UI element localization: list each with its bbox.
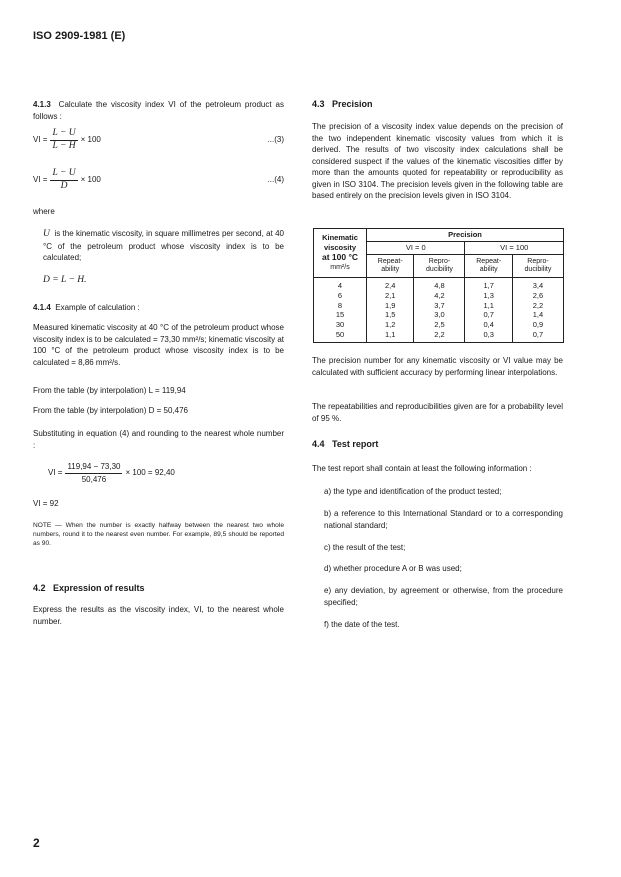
table-cell: 3,4	[512, 278, 563, 291]
table-cell: 1,1	[367, 330, 414, 342]
u-definition: U is the kinematic viscosity, in square millimetres per second, at 40 °C of the petroleum product whose viscosity index is to be calculated;	[43, 229, 284, 262]
table-cell: 3,0	[414, 310, 465, 320]
table-cell: 1,2	[367, 320, 414, 330]
kinematic-viscosity-header: Kinematic viscosity at 100 °C mm²/s	[314, 229, 367, 278]
table-cell: 0,3	[465, 330, 512, 342]
list-item: a) the type and identification of the product tested;	[324, 487, 502, 496]
table-cell: 2,5	[414, 320, 465, 330]
table-row	[314, 278, 564, 291]
section-4-2-heading: 4.2 Expression of results	[33, 583, 145, 593]
table-cell: 15	[314, 310, 367, 320]
table-row	[314, 301, 564, 311]
table-cell: 1,3	[465, 291, 512, 301]
from-table-d: From the table (by interpolation) D = 50,476	[33, 406, 188, 415]
equation-number: ...(3)	[267, 135, 284, 145]
list-item: d) whether procedure A or B was used;	[324, 564, 462, 573]
d-definition: D = L − H.	[43, 275, 87, 285]
table-cell: 2,1	[367, 291, 414, 301]
subheader-cell: Repro- ducibility	[414, 255, 465, 278]
section-4-3-heading: 4.3 Precision	[312, 99, 373, 109]
vi-0-header: VI = 0	[367, 242, 465, 255]
subheader-cell: Repeat- ability	[367, 255, 414, 278]
substituting-paragraph: Substituting in equation (4) and rounding to the nearest whole number :	[33, 429, 284, 450]
table-cell: 1,7	[465, 278, 512, 291]
table-cell: 1,5	[367, 310, 414, 320]
list-item: b) a reference to this International Standard or to a corresponding national standard;	[324, 509, 563, 530]
from-table-l: From the table (by interpolation) L = 119,94	[33, 386, 186, 395]
table-cell: 0,9	[512, 320, 563, 330]
table-cell: 1,9	[367, 301, 414, 311]
where-label: where	[33, 207, 55, 216]
table-cell: 50	[314, 330, 367, 342]
table-row	[314, 291, 564, 301]
table-cell: 3,7	[414, 301, 465, 311]
table-row	[314, 320, 564, 330]
table-cell: 0,4	[465, 320, 512, 330]
table-row	[314, 330, 564, 342]
precision-table	[313, 228, 564, 343]
table-cell: 1,4	[512, 310, 563, 320]
result-value: VI = 92	[33, 499, 59, 508]
calculation-equation: VI = $\frac{119,94 - 73,30}{50,476}$ × 100 = 92,40	[48, 462, 175, 484]
table-cell: 4	[314, 278, 367, 291]
equation-4: VI = $\frac{L - U}{D}$ × 100 ...(4)	[33, 168, 284, 191]
table-row	[314, 310, 564, 320]
interpolation-paragraph: The precision number for any kinematic viscosity or VI value may be calculated with sufficient accuracy by performing linear interpolations.	[312, 356, 563, 377]
document-id: ISO 2909-1981 (E)	[33, 30, 126, 42]
table-cell: 8	[314, 301, 367, 311]
page-number: 2	[33, 836, 40, 850]
table-cell: 0,7	[512, 330, 563, 342]
table-cell: 0,7	[465, 310, 512, 320]
section-4-1-4: 4.1.4 Example of calculation :	[33, 303, 140, 312]
note: NOTE — When the number is exactly halfway between the nearest two whole numbers, round it to the nearest even number. For example, 89,5 should be reported as 90.	[33, 522, 284, 547]
table-cell: 30	[314, 320, 367, 330]
table-cell: 2,2	[414, 330, 465, 342]
table-cell: 4,8	[414, 278, 465, 291]
expression-paragraph: Express the results as the viscosity index, VI, to the nearest whole number.	[33, 605, 284, 626]
equation-number: ...(4)	[267, 175, 284, 185]
table-cell: 2,2	[512, 301, 563, 311]
equation-3: VI = $\frac{L - U}{L - H}$ × 100 ...(3)	[33, 128, 284, 151]
section-4-4-heading: 4.4 Test report	[312, 439, 379, 449]
table-cell: 6	[314, 291, 367, 301]
measured-paragraph: Measured kinematic viscosity at 40 °C of the petroleum product whose viscosity index is to be calculated = 73,30 mm²/s; kinematic viscosity at 100 °C of the petroleum product whose viscosity index is to be calculated = 8,86 mm²/s.	[33, 323, 284, 367]
list-item: e) any deviation, by agreement or otherwise, from the procedure specified;	[324, 586, 563, 607]
precision-header: Precision	[367, 229, 564, 242]
subheader-cell: Repeat- ability	[465, 255, 512, 278]
precision-paragraph: The precision of a viscosity index value depends on the precision of the two independent kinematic viscosity values from which it is derived. The results of two viscosity index calculations shall be considered suspect if the values of the kinematic viscosities differ by more than the amounts quoted for repeatability or reproducibility as given in ISO 3104. The precision levels given in the following table are based entirely on the precision levels given in ISO 3104.	[312, 122, 563, 200]
test-report-intro: The test report shall contain at least the following information :	[312, 464, 532, 473]
vi-100-header: VI = 100	[465, 242, 564, 255]
table-cell: 1,1	[465, 301, 512, 311]
table-cell: 4,2	[414, 291, 465, 301]
section-4-1-3: 4.1.3 Calculate the viscosity index VI of the petroleum product as follows :	[33, 100, 284, 121]
subheader-cell: Repro- ducibility	[512, 255, 563, 278]
table-cell: 2,4	[367, 278, 414, 291]
list-item: c) the result of the test;	[324, 543, 406, 552]
table-cell: 2,6	[512, 291, 563, 301]
list-item: f) the date of the test.	[324, 620, 400, 629]
probability-paragraph: The repeatabilities and reproducibilities given are for a probability level of 95 %.	[312, 402, 563, 423]
